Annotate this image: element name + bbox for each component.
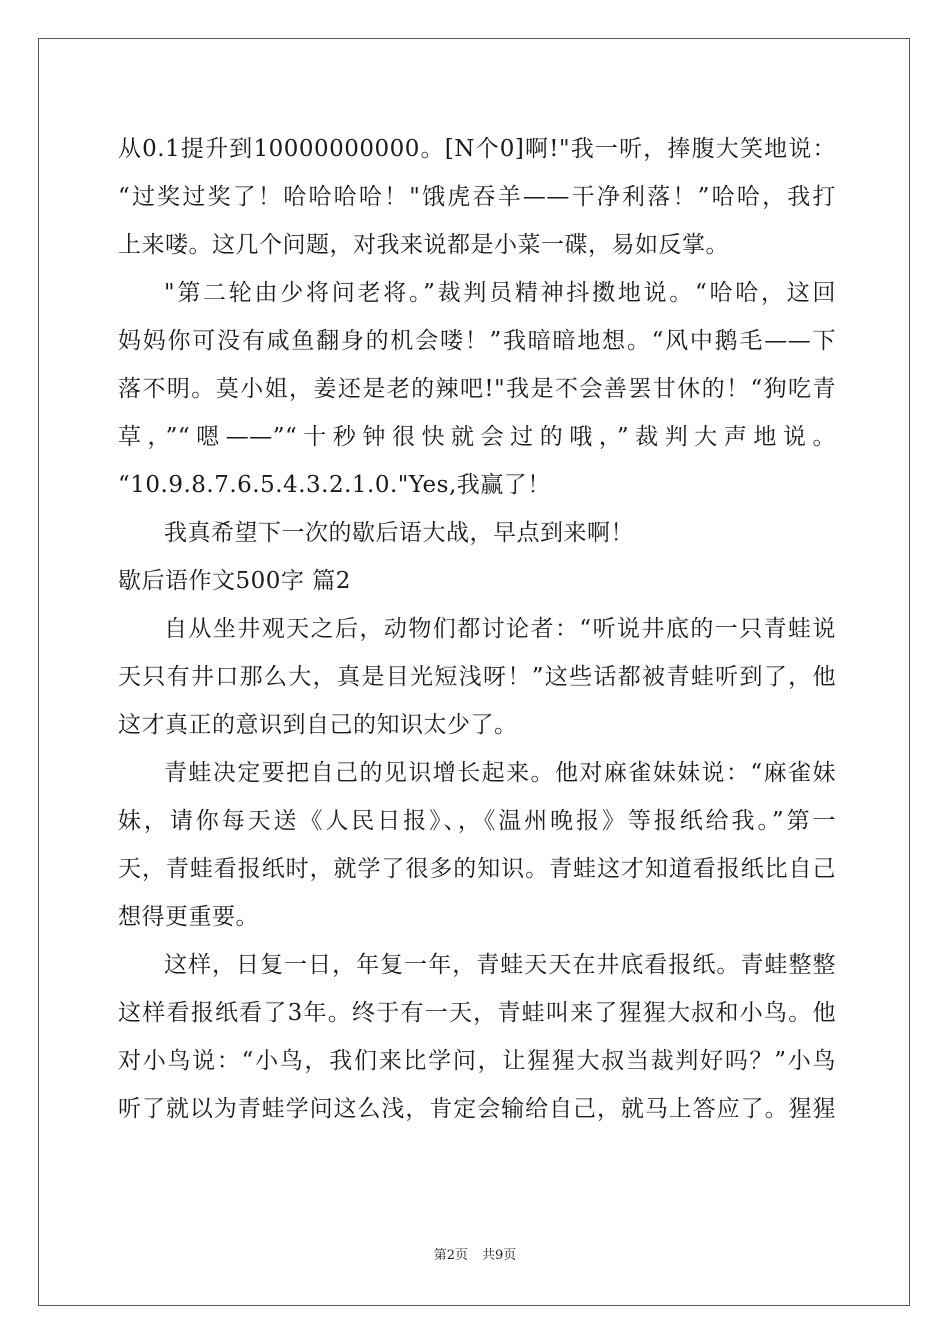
text-line: 天只有井口那么大，真是目光短浅呀！”这些话都被青蛙听到了，他 xyxy=(118,664,836,690)
text-line: 草，”“嗯——”“十秒钟很快就会过的哦，”裁判大声地说。 xyxy=(118,424,836,450)
text-line: 自从坐井观天之后，动物们都讨论者：“听说井底的一只青蛙说 xyxy=(164,616,836,642)
page-total: 共9页 xyxy=(482,1248,517,1263)
text-line: 想得更重要。 xyxy=(118,904,259,930)
text-line: 对小鸟说：“小鸟，我们来比学问，让猩猩大叔当裁判好吗？”小鸟 xyxy=(118,1048,836,1074)
text-line: 我真希望下一次的歇后语大战，早点到来啊！ xyxy=(164,520,634,546)
text-line: 这样，日复一日，年复一年，青蛙天天在井底看报纸。青蛙整整 xyxy=(164,952,836,978)
text-line: 这才真正的意识到自己的知识太少了。 xyxy=(118,712,518,738)
page-number: 第2页 xyxy=(433,1248,468,1263)
text-line: “过奖过奖了！哈哈哈哈！"饿虎吞羊——干净利落！”哈哈，我打 xyxy=(118,184,836,210)
text-line: 这样看报纸看了3年。终于有一天，青蛙叫来了猩猩大叔和小鸟。他 xyxy=(118,1000,836,1026)
page-footer xyxy=(0,1244,950,1263)
section-heading: 歇后语作文500字 篇2 xyxy=(118,568,351,594)
text-line: 妈妈你可没有咸鱼翻身的机会喽！”我暗暗地想。“风中鹅毛——下 xyxy=(118,328,836,354)
text-line: 青蛙决定要把自己的见识增长起来。他对麻雀妹妹说：“麻雀妹 xyxy=(164,760,836,786)
text-line: 妹，请你每天送《人民日报》、，《温州晚报》等报纸给我。”第一 xyxy=(118,808,836,834)
text-line: 上来喽。这几个问题，对我来说都是小菜一碟，易如反掌。 xyxy=(118,232,729,258)
text-line: 听了就以为青蛙学问这么浅，肯定会输给自己，就马上答应了。猩猩 xyxy=(118,1096,836,1122)
text-line: “10.9.8.7.6.5.4.3.2.1.0."Yes,我赢了！ xyxy=(118,472,551,498)
text-line: 落不明。莫小姐，姜还是老的辣吧!"我是不会善罢甘休的！“狗吃青 xyxy=(118,376,836,402)
document-body xyxy=(118,125,836,1133)
text-line: 天，青蛙看报纸时，就学了很多的知识。青蛙这才知道看报纸比自己 xyxy=(118,856,836,882)
text-line: 从0.1提升到10000000000。[N个0]啊!"我一听，捧腹大笑地说： xyxy=(118,136,836,162)
text-line: "第二轮由少将问老将。”裁判员精神抖擞地说。“哈哈，这回 xyxy=(164,280,836,306)
